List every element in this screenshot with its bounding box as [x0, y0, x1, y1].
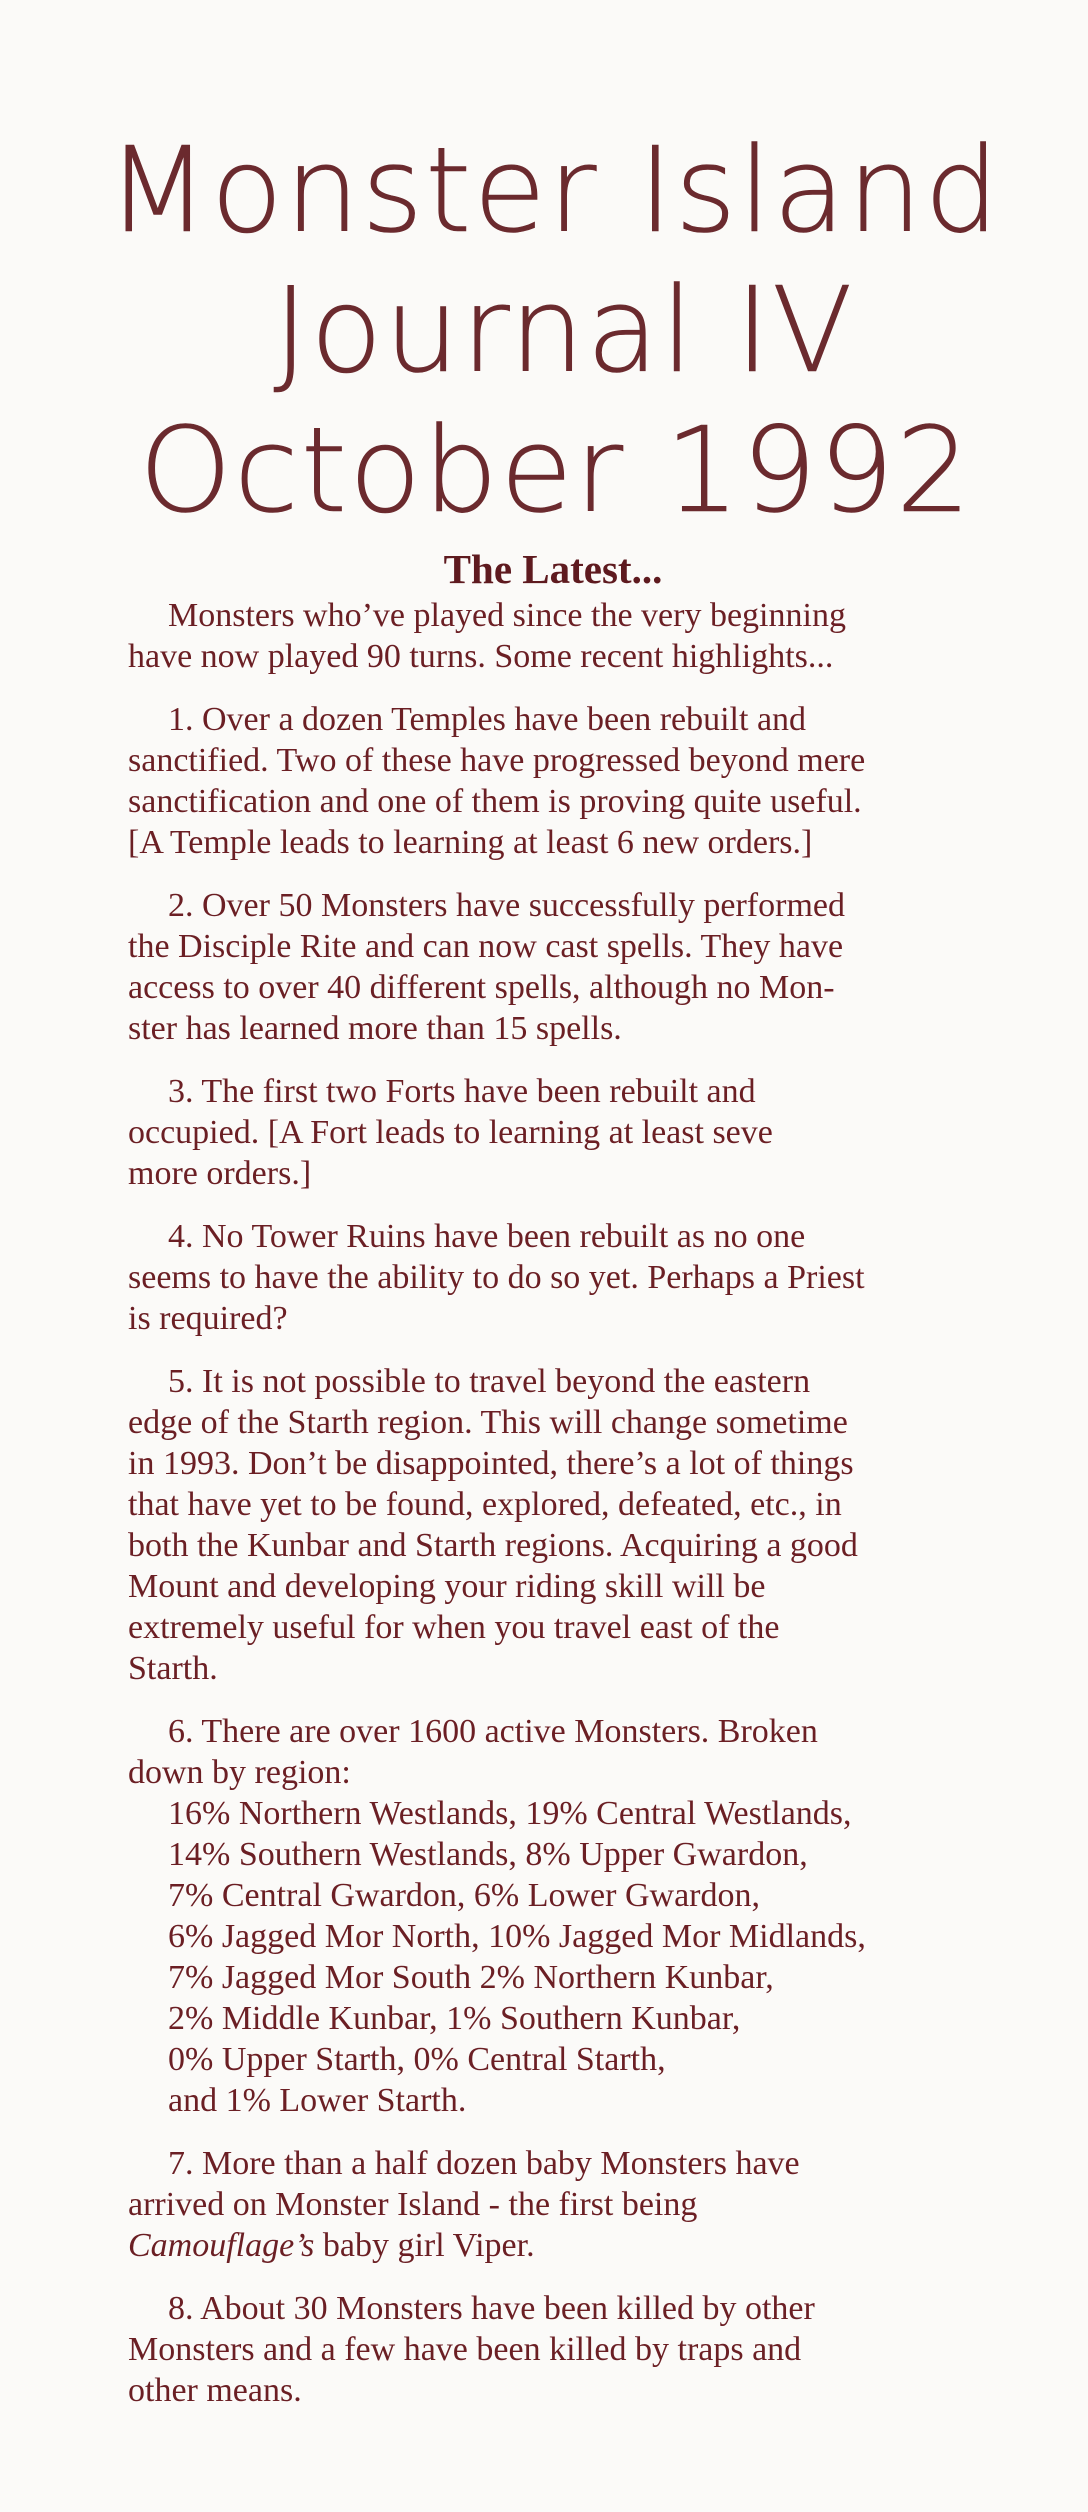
item8-line-1: 8. About 30 Monsters have been killed by other [168, 2290, 815, 2327]
item5-line-6: Mount and developing your riding skill will be [128, 1568, 766, 1605]
item1-line-4: [A Temple leads to learning at least 6 new orders.] [128, 824, 813, 861]
region-breakdown-list [168, 1793, 978, 2121]
region-line: 0% Upper Starth, 0% Central Starth, [168, 2041, 666, 2078]
item1-line-1: 1. Over a dozen Temples have been rebuilt and [168, 701, 807, 738]
intro-line-2: have now played 90 turns. Some recent highlights... [128, 638, 834, 675]
section-heading: The Latest... [443, 546, 663, 592]
item3-line-2: occupied. [A Fort leads to learning at least seve [128, 1114, 773, 1151]
item5-line-3: in 1993. Don’t be disappointed, there’s a lot of things [128, 1445, 854, 1482]
region-line: 14% Southern Westlands, 8% Upper Gwardon, [168, 1836, 808, 1873]
article-body [128, 545, 978, 2433]
region-line: and 1% Lower Starth. [168, 2082, 467, 2119]
item4-line-2: seems to have the ability to do so yet. Perhaps a Priest [128, 1259, 865, 1296]
title-line-2: Journal IV [273, 261, 855, 399]
intro-paragraph [128, 595, 978, 677]
title-line-1: Monster Island [106, 121, 1002, 259]
highlight-item-5 [128, 1361, 978, 1689]
item5-line-8: Starth. [128, 1650, 218, 1687]
item8-line-2: Monsters and a few have been killed by traps and [128, 2331, 802, 2368]
region-line: 6% Jagged Mor North, 10% Jagged Mor Midlands, [168, 1918, 866, 1955]
highlight-item-1 [128, 699, 978, 863]
item5-line-1: 5. It is not possible to travel beyond the eastern [168, 1363, 811, 1400]
item4-line-1: 4. No Tower Ruins have been rebuilt as no one [168, 1218, 806, 1255]
highlight-item-8 [128, 2288, 978, 2411]
item2-line-3: access to over 40 different spells, although no Mon- [128, 969, 835, 1006]
highlight-item-3 [128, 1071, 978, 1194]
intro-line-1: Monsters who’ve played since the very beginning [168, 597, 846, 634]
item3-line-3: more orders.] [128, 1155, 312, 1192]
title-line-3: October 1992 [138, 401, 974, 539]
item7-line-3-rest: baby girl Viper. [314, 2227, 535, 2264]
journal-title [0, 120, 1088, 540]
highlight-item-4 [128, 1216, 978, 1339]
highlight-item-7 [128, 2143, 978, 2266]
item7-line-1: 7. More than a half dozen baby Monsters have [168, 2145, 800, 2182]
item2-line-1: 2. Over 50 Monsters have successfully performed [168, 887, 845, 924]
item6-line-1: 6. There are over 1600 active Monsters. Broken [168, 1713, 818, 1750]
region-line: 7% Central Gwardon, 6% Lower Gwardon, [168, 1877, 760, 1914]
highlight-item-2 [128, 885, 978, 1049]
item8-line-3: other means. [128, 2372, 302, 2409]
region-line: 7% Jagged Mor South 2% Northern Kunbar, [168, 1959, 774, 1996]
item1-line-2: sanctified. Two of these have progressed beyond mere [128, 742, 866, 779]
region-line: 2% Middle Kunbar, 1% Southern Kunbar, [168, 2000, 741, 2037]
item5-line-2: edge of the Starth region. This will change sometime [128, 1404, 848, 1441]
item5-line-7: extremely useful for when you travel east of the [128, 1609, 780, 1646]
item6-line-2: down by region: [128, 1754, 351, 1791]
highlight-item-6 [128, 1711, 978, 1793]
item2-line-4: ster has learned more than 15 spells. [128, 1010, 622, 1047]
item1-line-3: sanctification and one of them is proving quite useful. [128, 783, 862, 820]
item4-line-3: is required? [128, 1300, 288, 1337]
monster-name-camouflage: Camouflage’s [128, 2227, 315, 2264]
region-line: 16% Northern Westlands, 19% Central Westlands, [168, 1795, 852, 1832]
item7-line-2: arrived on Monster Island - the first being [128, 2186, 698, 2223]
item2-line-2: the Disciple Rite and can now cast spells. They have [128, 928, 844, 965]
item5-line-5: both the Kunbar and Starth regions. Acquiring a good [128, 1527, 858, 1564]
item5-line-4: that have yet to be found, explored, defeated, etc., in [128, 1486, 842, 1523]
item3-line-1: 3. The first two Forts have been rebuilt and [168, 1073, 756, 1110]
